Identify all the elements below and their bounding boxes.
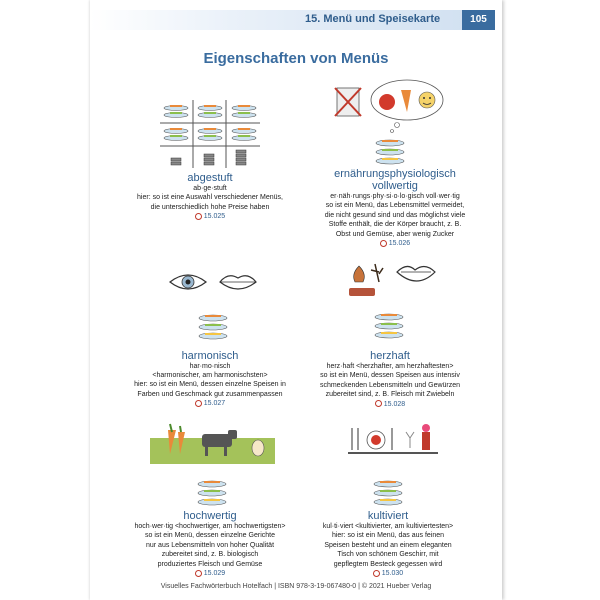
- page-footer: Visuelles Fachwörterbuch Hotelfach | ISBN 978-3-19-067480-0 | © 2021 Hueber Verlag: [160, 583, 432, 590]
- entry-headword: abgestuft: [187, 172, 233, 184]
- entry-definition-line: schmeckenden Lebensmitteln und Gewürzen: [319, 381, 461, 389]
- entry-definition-line: produziertes Fleisch und Gemüse: [157, 560, 263, 568]
- table-setting-icon: [348, 424, 438, 454]
- entry-headword: harmonisch: [181, 350, 239, 362]
- entry-headword: hochwertig: [183, 510, 237, 522]
- plates-stack-icon: [198, 481, 226, 505]
- kultiviert-illustration: [348, 420, 438, 510]
- entry-syllables: kul·ti·viert <kultivierter, am kultiviertesten>: [322, 523, 454, 530]
- entry-forms: <harmonischer, am harmonischsten>: [152, 372, 268, 379]
- entry-headword: vollwertig: [372, 180, 418, 192]
- entry-definition-line: die unterschiedlich hohe Preise haben: [150, 203, 270, 211]
- onion-spice-mouth-icon: [349, 264, 435, 296]
- herzhaft-illustration: [345, 262, 440, 342]
- entry-definition-line: gepflegtem Besteck gegessen wird: [333, 560, 443, 568]
- entry-definition-line: so ist ein Menü, dessen Speisen aus intensiv: [320, 372, 460, 379]
- entry-definition-line: zubereitet sind, z. B. biologisch: [161, 551, 259, 558]
- entry-definition-line: so ist ein Menü, das Lebensmittel vermeidet,: [325, 202, 465, 209]
- entry-reference: 15.025: [110, 212, 310, 222]
- entry-definition-line: Stoffe enthält, die der Körper braucht, z. B.: [328, 221, 462, 228]
- entry-kultiviert: [288, 510, 488, 579]
- audio-icon: [195, 570, 202, 577]
- plates-stack-icon: [199, 315, 227, 339]
- abgestuft-illustration: [160, 100, 260, 170]
- entry-definition-line: hier: so ist ein Menü, dessen einzelne Speisen in: [134, 381, 286, 388]
- entry-syllables: ab·ge·stuft: [193, 185, 227, 192]
- entry-harmonisch: [110, 350, 310, 409]
- entry-headword: ernährungsphysiologisch: [334, 168, 456, 180]
- plates-stack-icon: [374, 481, 402, 505]
- entry-abgestuft: [110, 172, 310, 222]
- entry-definition-line: Obst und Gemüse, aber wenig Zucker: [335, 230, 455, 238]
- audio-icon: [373, 570, 380, 577]
- plates-grid-icon: [160, 100, 260, 168]
- chapter-title: 15. Menü und Speisekarte: [305, 13, 441, 25]
- entry-definition-line: nur aus Lebensmitteln von hoher Qualität: [145, 541, 275, 549]
- audio-icon: [380, 240, 387, 247]
- entry-definition-line: Farben und Geschmack gut zusammenpassen: [137, 390, 283, 398]
- eye-mouth-icon: [170, 275, 256, 289]
- entry-definition-line: Speisen besteht und an einem eleganten: [324, 541, 452, 549]
- audio-icon: [375, 400, 382, 407]
- page-number: 105: [462, 10, 495, 30]
- farm-produce-icon: [150, 424, 275, 464]
- entry-definition-line: Tisch von schönem Geschirr, mit: [337, 551, 439, 558]
- entry-syllables: har·mo·nisch: [189, 363, 231, 370]
- entry-reference: 15.028: [290, 400, 490, 410]
- entry-headword: kultiviert: [367, 510, 409, 522]
- entry-definition-line: die nicht gesund sind und das möglichst viele: [324, 211, 466, 219]
- audio-icon: [195, 400, 202, 407]
- entry-headword: herzhaft: [370, 350, 410, 362]
- harmonisch-illustration: [168, 268, 258, 343]
- entry-syllables: herz·haft <herzhafter, am herzhaftesten>: [326, 363, 454, 370]
- entry-reference: 15.030: [288, 569, 488, 579]
- plates-stack-icon: [375, 314, 403, 338]
- entry-syllables: er·näh·rungs·phy·si·o·lo·gisch voll·wer·tig: [330, 193, 460, 200]
- entry-herzhaft: [290, 350, 490, 410]
- entry-syllables: hoch·wer·tig <hochwertiger, am hochwertigsten>: [134, 523, 286, 530]
- hochwertig-illustration: [150, 420, 275, 510]
- entry-definition-line: hier: so ist ein Menü, das aus feinen: [331, 532, 445, 539]
- page-title: Eigenschaften von Menüs: [203, 50, 389, 67]
- vollwertig-illustration: [335, 80, 445, 165]
- audio-icon: [195, 213, 202, 220]
- entry-hochwertig: [110, 510, 310, 579]
- entry-vollwertig: [295, 168, 495, 249]
- entry-definition-line: so ist ein Menü, dessen einzelne Gerichte: [145, 532, 275, 539]
- healthy-food-thought-icon: [335, 80, 443, 164]
- entry-definition-line: zubereitet sind, z. B. Fleisch mit Zwiebeln: [325, 391, 455, 398]
- entry-definition-line: hier: so ist eine Auswahl verschiedener Menüs,: [137, 194, 283, 201]
- entry-reference: 15.027: [110, 399, 310, 409]
- book-page: [90, 0, 502, 600]
- entry-reference: 15.026: [295, 239, 495, 249]
- entry-reference: 15.029: [110, 569, 310, 579]
